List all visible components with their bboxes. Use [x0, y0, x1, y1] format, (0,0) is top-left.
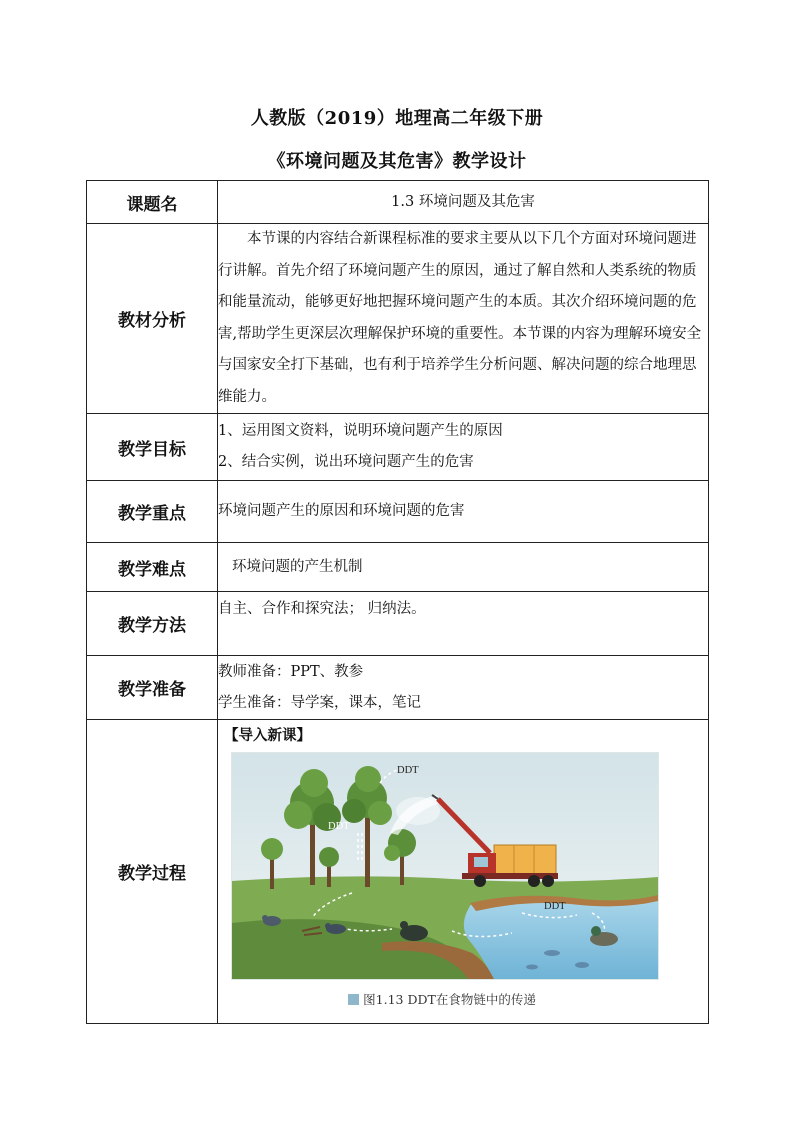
row-label-key-points: 教学重点: [87, 481, 218, 543]
analysis-cell: [218, 224, 709, 414]
methods-value: 自主、合作和探究法； 归纳法。: [218, 592, 709, 656]
goals-cell: [218, 414, 709, 481]
lesson-plan-table: [86, 180, 709, 1024]
figure-caption: [224, 984, 708, 1015]
student-preparation: 学生准备：导学案，课本，笔记: [218, 694, 421, 711]
row-label-methods: 教学方法: [87, 592, 218, 656]
ddt-label-trees: DDT: [328, 821, 350, 832]
preparation-cell: [218, 656, 709, 720]
process-cell: [218, 720, 709, 1024]
table-row-goals: [87, 414, 709, 481]
ddt-label-water: DDT: [544, 901, 566, 912]
table-row-topic: [87, 181, 709, 224]
figure-caption-text: 图1.13 DDT在食物链中的传递: [363, 992, 536, 1007]
document-subtitle: 《环境问题及其危害》教学设计: [267, 151, 527, 172]
row-label-topic: 课题名: [87, 181, 218, 224]
ddt-food-chain-illustration: [231, 752, 659, 980]
table-row-preparation: [87, 656, 709, 720]
analysis-text: 本节课的内容结合新课程标准的要求主要从以下几个方面对环境问题进行讲解。首先介绍了环境问题产生的原因，通过了解自然和人类系统的物质和能量流动，能够更好地把握环境问题产生的本质。其次介绍环境问题的危害,帮助学生更深层次理解保护环境的重要性。本节课的内容为理解环境安全与国家安全打下基础，也有利于培养学生分析问题、解决问题的综合地理思维能力。: [218, 231, 702, 405]
key-points-value: 环境问题产生的原因和环境问题的危害: [218, 481, 709, 543]
row-label-analysis: 教材分析: [87, 224, 218, 414]
document-title: 人教版（2019）地理高二年级下册: [250, 108, 544, 129]
goal-item-2: 2、结合实例，说出环境问题产生的危害: [218, 454, 474, 470]
table-row-difficulties: [87, 543, 709, 592]
table-row-process: [87, 720, 709, 1024]
teacher-preparation: 教师准备：PPT、教参: [218, 663, 364, 680]
row-label-process: 教学过程: [87, 720, 218, 1024]
row-label-difficulties: 教学难点: [87, 543, 218, 592]
ddt-scene-svg: [232, 753, 658, 979]
difficulties-value: 环境问题的产生机制: [218, 543, 709, 592]
ddt-label-sky: DDT: [397, 765, 419, 776]
row-label-goals: 教学目标: [87, 414, 218, 481]
table-row-analysis: [87, 224, 709, 414]
lesson-topic-value: 1.3 环境问题及其危害: [218, 181, 709, 224]
table-row-key-points: [87, 481, 709, 543]
goal-item-1: 1、运用图文资料，说明环境问题产生的原因: [218, 423, 503, 439]
lead-in-heading: 【导入新课】: [224, 727, 311, 744]
caption-square-icon: [348, 994, 359, 1005]
table-row-methods: [87, 592, 709, 656]
row-label-preparation: 教学准备: [87, 656, 218, 720]
